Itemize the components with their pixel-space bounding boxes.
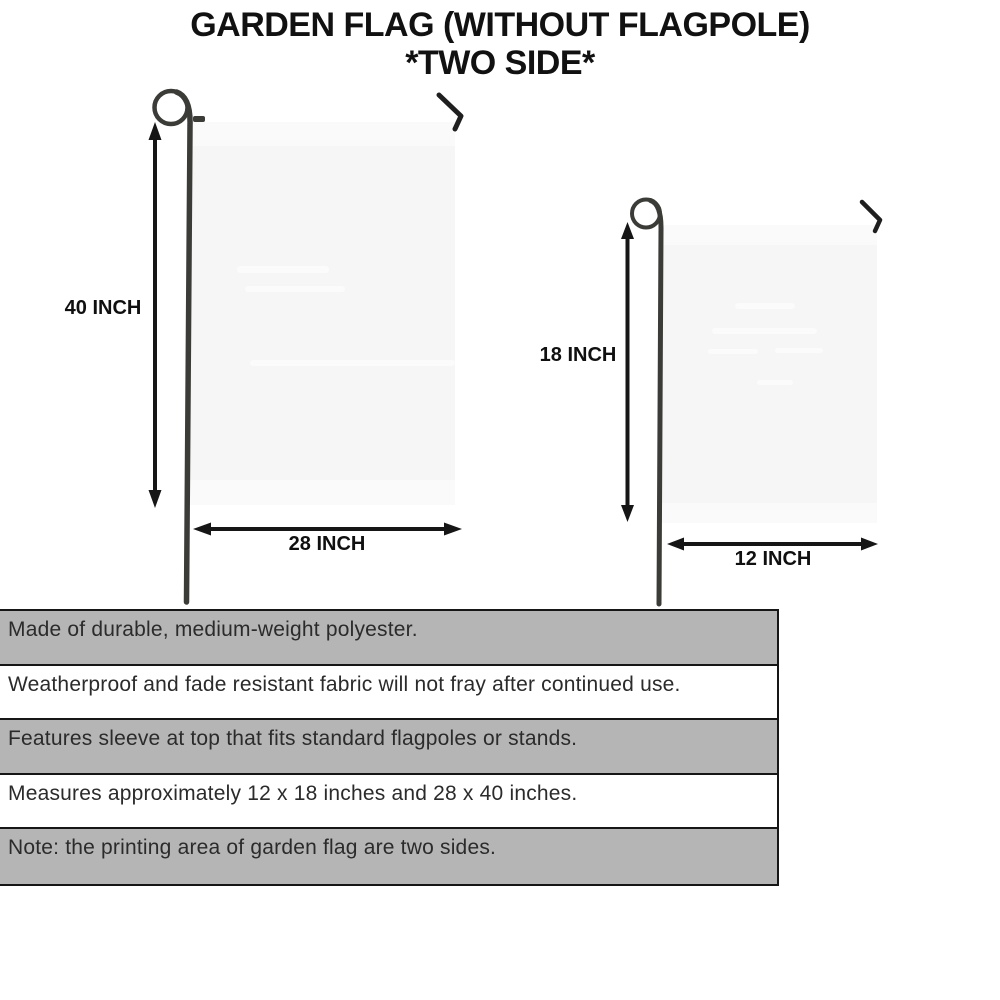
spec-row-note: Note: the printing area of garden flag are two sides. bbox=[0, 829, 777, 884]
spec-row-sleeve: Features sleeve at top that fits standard flagpoles or stands. bbox=[0, 720, 777, 775]
spec-row-weatherproof: Weatherproof and fade resistant fabric will not fray after continued use. bbox=[0, 666, 777, 721]
small-flag-height-arrow bbox=[621, 222, 634, 522]
small-flag-canvas bbox=[662, 225, 877, 523]
fabric-streak bbox=[775, 348, 823, 353]
spec-row-measures: Measures approximately 12 x 18 inches and 28 x 40 inches. bbox=[0, 775, 777, 830]
small-flag-group bbox=[621, 200, 880, 605]
spec-table bbox=[0, 609, 779, 886]
small-flag-pole bbox=[651, 201, 662, 605]
large-flag-sleeve-clip bbox=[193, 116, 205, 122]
fabric-streak bbox=[708, 349, 758, 354]
large-flag-width-label: 28 INCH bbox=[288, 533, 366, 555]
large-flag-bottom-highlight bbox=[188, 480, 455, 505]
large-flag-sleeve-highlight bbox=[188, 122, 455, 146]
fabric-streak bbox=[237, 266, 329, 273]
fabric-streak bbox=[245, 286, 345, 292]
fabric-streak bbox=[735, 303, 795, 309]
large-flag-height-label: 40 INCH bbox=[64, 297, 142, 319]
small-flag-sleeve-highlight bbox=[662, 225, 877, 245]
fabric-streak bbox=[757, 380, 793, 385]
spec-row-material: Made of durable, medium-weight polyester. bbox=[0, 611, 777, 666]
small-flag-pole-loop-icon bbox=[632, 200, 660, 228]
small-flag-height-label: 18 INCH bbox=[539, 344, 617, 366]
large-flag-pole-loop-icon bbox=[155, 91, 188, 124]
title-line-1: GARDEN FLAG (WITHOUT FLAGPOLE) bbox=[190, 6, 810, 44]
large-flag-pole bbox=[177, 92, 191, 602]
title-line-2: *TWO SIDE* bbox=[405, 44, 595, 82]
large-flag-group bbox=[149, 91, 463, 602]
small-flag-bottom-highlight bbox=[662, 503, 877, 523]
large-flag-canvas bbox=[188, 122, 455, 505]
fabric-streak bbox=[250, 360, 455, 366]
small-flag-width-label: 12 INCH bbox=[734, 548, 812, 570]
fabric-streak bbox=[712, 328, 817, 334]
